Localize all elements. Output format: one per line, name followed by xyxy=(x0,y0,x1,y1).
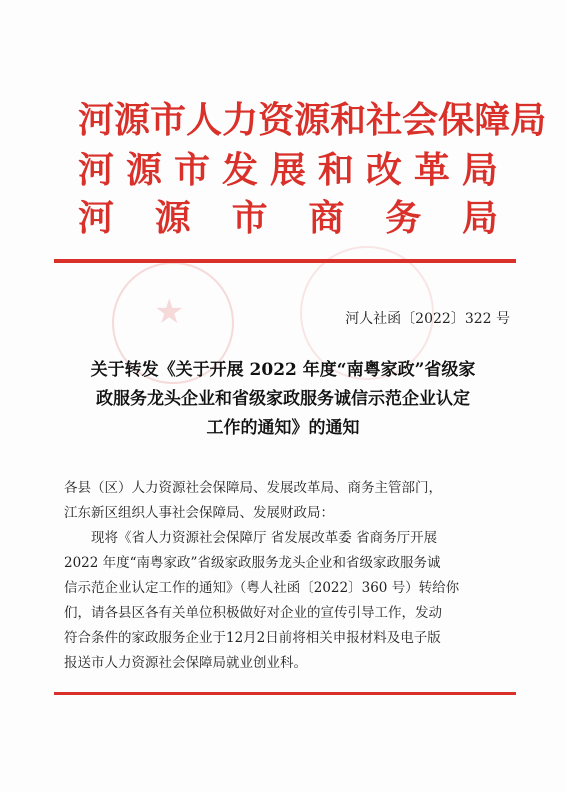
document-body xyxy=(64,476,504,676)
title-line: 关于转发《关于开展 2022 年度“南粤家政”省级家 xyxy=(90,360,476,380)
agency-char: 资 xyxy=(258,99,295,141)
agency-char: 商 xyxy=(308,197,345,239)
agency-char: 展 xyxy=(269,149,306,191)
agency-char: 河 xyxy=(78,99,115,141)
agency-name-hr-bureau xyxy=(78,98,547,142)
footer-red-rule xyxy=(54,692,516,695)
agency-char: 源 xyxy=(114,99,151,141)
body-line: 现将《省人力资源社会保障厅 省发展改革委 省商务厅开展 xyxy=(91,530,438,546)
agency-name-development-bureau xyxy=(78,148,498,192)
title-line: 工作的通知》的通知 xyxy=(206,418,360,438)
agency-char: 会 xyxy=(402,99,439,141)
agency-char: 力 xyxy=(222,99,259,141)
body-line: 信示范企业认定工作的通知》（粤人社函〔2022〕360 号）转给你 xyxy=(64,580,460,596)
body-line: 2022 年度“南粤家政”省级家政服务龙头企业和省级家政服务诚 xyxy=(64,555,441,571)
agency-char: 局 xyxy=(461,197,498,239)
agency-char: 社 xyxy=(366,99,403,141)
agency-char: 源 xyxy=(154,197,191,239)
recipients-line: 各县（区）人力资源社会保障局、发展改革局、商务主管部门， xyxy=(64,480,442,496)
header-red-rule xyxy=(54,259,516,263)
body-line: 报送市人力资源社会保障局就业创业科。 xyxy=(64,655,307,671)
agency-char: 务 xyxy=(385,197,422,239)
agency-char: 市 xyxy=(150,99,187,141)
agency-char: 河 xyxy=(78,197,115,239)
agency-char: 源 xyxy=(125,149,162,191)
document-number: 河人社函〔2022〕322 号 xyxy=(345,311,510,327)
agency-char: 保 xyxy=(438,99,475,141)
agency-name-commerce-bureau xyxy=(78,196,498,240)
body-line: 们，请各县区各有关单位积极做好对企业的宣传引导工作，发动 xyxy=(64,605,442,621)
agency-char: 和 xyxy=(317,149,354,191)
agency-char: 人 xyxy=(186,99,223,141)
star-seal-icon: ★ xyxy=(154,292,185,332)
recipients-line: 江东新区组织人事社会保障局、发展财政局： xyxy=(64,505,334,521)
agency-char: 改 xyxy=(365,149,402,191)
agency-char: 障 xyxy=(474,99,511,141)
document-title xyxy=(52,356,514,443)
agency-char: 局 xyxy=(510,99,547,141)
agency-char: 革 xyxy=(413,149,450,191)
agency-char: 河 xyxy=(78,149,115,191)
agency-char: 局 xyxy=(461,149,498,191)
agency-char: 市 xyxy=(173,149,210,191)
agency-char: 和 xyxy=(330,99,367,141)
agency-char: 发 xyxy=(221,149,258,191)
agency-char: 源 xyxy=(294,99,331,141)
body-line: 符合条件的家政服务企业于12月2日前将相关申报材料及电子版 xyxy=(64,630,441,646)
agency-char: 市 xyxy=(231,197,268,239)
title-line: 政服务龙头企业和省级家政服务诚信示范企业认定 xyxy=(96,389,470,409)
